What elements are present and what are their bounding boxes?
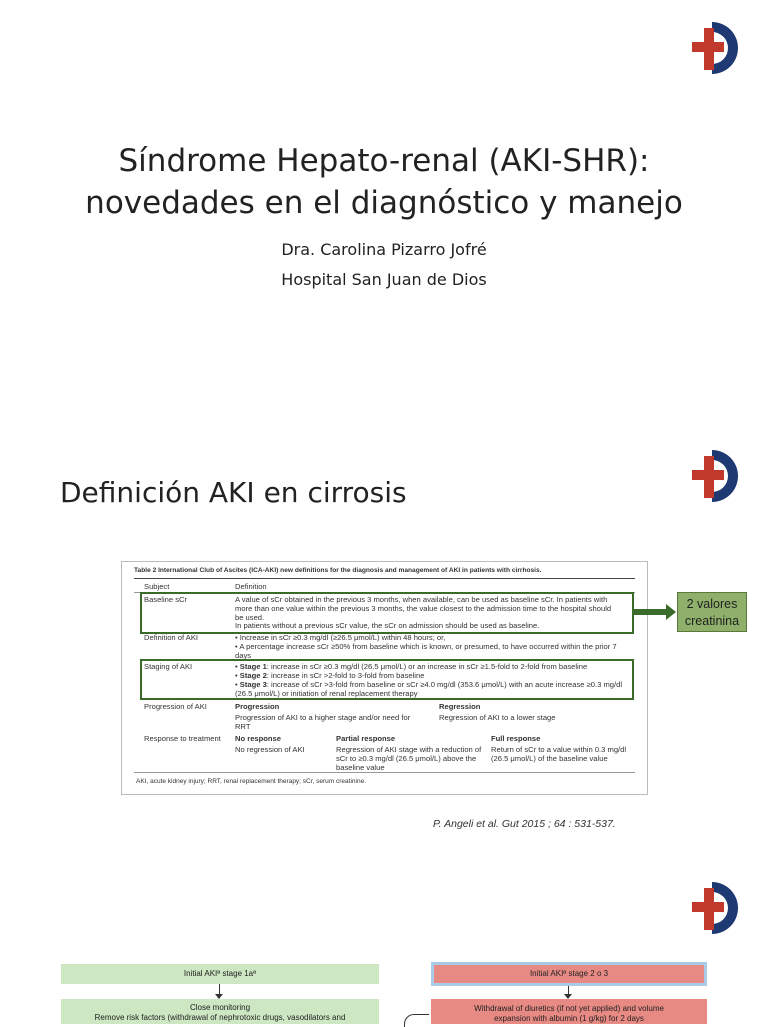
flow-box-monitoring	[61, 999, 379, 1024]
table-rule	[134, 578, 635, 579]
row-definition: • A percentage increase sCr ≥50% from baseline which is known, or presumed, to have occurred within the prior 7 days	[235, 642, 617, 660]
row-subject: Baseline sCr	[144, 595, 188, 604]
callout-box	[677, 592, 747, 632]
row-definition: A value of sCr obtained in the previous 3 months, when available, can be used as baseline sCr. In patients with more than one value within the previous 3 months, the value closest to the admission time to the hospital should be used.	[235, 595, 612, 622]
reference-citation: P. Angeli et al. Gut 2015 ; 64 : 531-537.	[433, 818, 616, 830]
table-caption: Table 2 International Club of Ascites (ICA-AKI) new definitions for the diagnosis and management of AKI in patients with cirrhosis.	[134, 567, 542, 574]
slide-title	[0, 140, 768, 224]
regression-head: Regression	[439, 702, 481, 711]
arrow-shaft	[633, 609, 669, 615]
progression-text: Progression of AKI to a higher stage and/or need for RRT	[235, 713, 411, 731]
slide-title: Definición AKI en cirrosis	[60, 476, 407, 509]
stage-3-label: Stage 3	[239, 680, 267, 689]
ica-aki-table-figure	[121, 561, 648, 795]
full-text: Return of sCr to a value within 0.3 mg/dl (26.5 μmol/L) of the baseline value	[491, 745, 627, 763]
row-subject: Response to treatment	[144, 734, 221, 743]
stage-2-text: : increase in sCr >2-fold to 3-fold from baseline	[266, 671, 425, 680]
monitoring-line-2: Remove risk factors (withdrawal of nephrotoxic drugs, vasodilators and	[94, 1013, 346, 1022]
stage-1-text: : increase in sCr ≥0.3 mg/dl (26.5 μmol/L) or an increase in sCr ≥1.5-fold to 2-fold from baseline	[266, 662, 588, 671]
flow-box-withdrawal	[431, 999, 707, 1024]
hospital-name: Hospital San Juan de Dios	[281, 270, 487, 289]
partial-text: Regression of AKI stage with a reduction of sCr to ≥0.3 mg/dl (26.5 μmol/L) above the baseline value	[336, 745, 482, 772]
stage-3: • Stage 3: increase of sCr >3-fold from baseline or sCr ≥4.0 mg/dl (353.6 μmol/L) with an acute increase ≥0.3 mg/dl (26.5 μmol/L) or initiation of renal replacement therapy	[235, 680, 623, 698]
stage-2-label: Stage 2	[239, 671, 267, 680]
arrow-head	[666, 604, 676, 620]
stage-1: • Stage 1: increase in sCr ≥0.3 mg/dl (26.5 μmol/L) or an increase in sCr ≥1.5-fold to 2-fold from baseline	[235, 662, 588, 671]
stage-3-text: : increase of sCr >3-fold from baseline or sCr ≥4.0 mg/dl (353.6 μmol/L) with an acute increase ≥0.3 mg/dl (26.5 μmol/L) or initiation of renal replacement therapy	[235, 680, 623, 698]
flow-box-stage1: Initial AKIª stage 1aª	[61, 964, 379, 984]
row-definition: In patients without a previous sCr value, the sCr on admission should be used as baseline.	[235, 621, 540, 630]
stage-1-label: Stage 1	[239, 662, 267, 671]
progression-head: Progression	[235, 702, 280, 711]
table-footnote: AKI, acute kidney injury; RRT, renal replacement therapy; sCr, serum creatinine.	[136, 778, 367, 785]
hospital-logo	[690, 20, 746, 76]
table-rule	[134, 772, 635, 773]
full-head: Full response	[491, 734, 541, 743]
withdrawal-line-1: Withdrawal of diuretics (if not yet applied) and volume	[474, 1004, 664, 1013]
row-definition: • Increase in sCr ≥0.3 mg/dl (≥26.5 μmol/L) within 48 hours; or,	[235, 633, 446, 642]
monitoring-line-1: Close monitoring	[189, 1003, 251, 1012]
callout-line-2: creatinina	[684, 614, 740, 628]
hospital-logo	[690, 880, 746, 936]
title-line-2: novedades en el diagnóstico y manejo	[85, 185, 683, 221]
noresponse-head: No response	[235, 734, 281, 743]
header-definition: Definition	[235, 582, 267, 591]
regression-text: Regression of AKI to a lower stage	[439, 713, 556, 722]
noresponse-text: No regression of AKI	[235, 745, 305, 754]
flow-box-stage23: Initial AKIª stage 2 o 3	[431, 962, 707, 986]
withdrawal-line-2: expansion with albumin (1 g/kg) for 2 days	[494, 1014, 644, 1023]
row-subject: Progression of AKI	[144, 702, 207, 711]
callout-line-1: 2 valores	[686, 597, 738, 611]
flow-loop-connector	[404, 1014, 429, 1027]
stage-2: • Stage 2: increase in sCr >2-fold to 3-fold from baseline	[235, 671, 425, 680]
hospital-logo	[690, 448, 746, 504]
header-subject: Subject	[144, 582, 170, 591]
title-line-1: Síndrome Hepato-renal (AKI-SHR):	[118, 143, 650, 179]
partial-head: Partial response	[336, 734, 396, 743]
author-name: Dra. Carolina Pizarro Jofré	[281, 240, 487, 259]
row-subject: Definition of AKI	[144, 633, 199, 642]
row-subject: Staging of AKI	[144, 662, 193, 671]
